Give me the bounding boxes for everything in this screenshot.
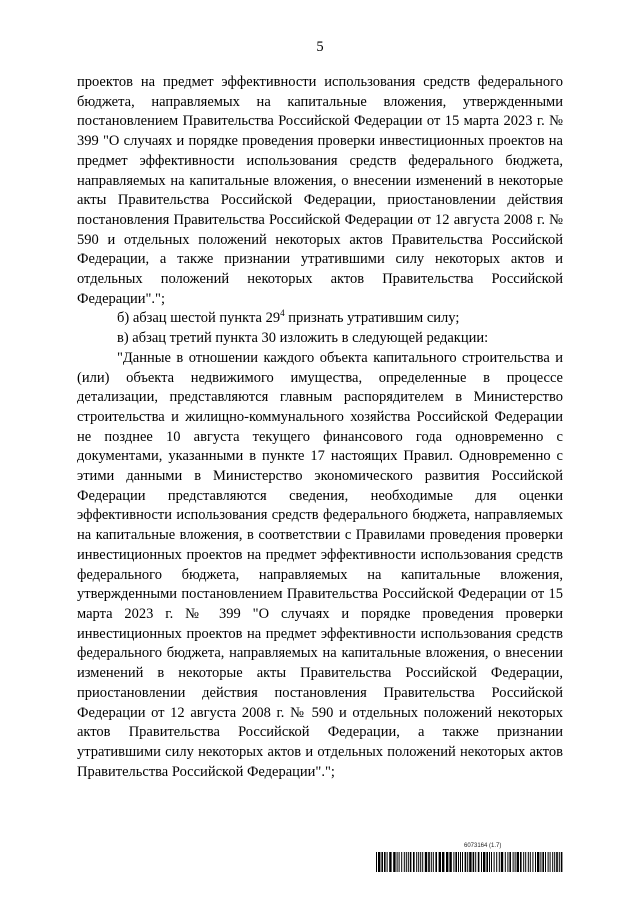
paragraph-item-b — [77, 309, 563, 329]
paragraph-quoted-text: "Данные в отношении каждого объекта капитального строительства и (или) объекта недвижимого имущества, определенные в процессе детализации, представляются главным распорядителем в Министерство строительства и жилищно-коммунального хозяйства Российской Федерации не позднее 10 августа текущего финансового года одновременно с документами, указанными в пункте 17 настоящих Правил. Одновременно с этими данными в Министерство экономического развития Российской Федерации представляются сведения, необходимые для оценки эффективности использования средств федерального бюджета, направляемых на капитальные вложения, в соответствии с Правилами проведения проверки инвестиционных проектов на предмет эффективности использования средств федерального бюджета, направляемых на капитальные вложения, утвержденными постановлением Правительства Российской Федерации от 15 марта 2023 г. № 399 "О случаях и порядке проведения проверки инвестиционных проектов на предмет эффективности использования средств федерального бюджета, направляемых на капитальные вложения, о внесении изменений в некоторые акты Правительства Российской Федерации, приостановлении действия постановления Правительства Российской Федерации от 12 августа 2008 г. № 590 и отдельных положений некоторых актов Правительства Российской Федерации, а также признании утратившими силу некоторых актов и отдельных положений некоторых актов Правительства Российской Федерации"."; — [77, 349, 563, 780]
barcode-icon — [376, 852, 564, 872]
item-b-superscript: 4 — [280, 308, 285, 319]
item-b-text-end: признать утратившим силу; — [284, 310, 460, 327]
document-body — [77, 73, 563, 782]
page-number: 5 — [316, 39, 324, 55]
barcode-code: 6073164 (1.7) — [464, 843, 502, 849]
item-b-text-start: б) абзац шестой пункта 29 — [117, 310, 281, 327]
paragraph-item-v: в) абзац третий пункта 30 изложить в следующей редакции: — [117, 330, 489, 347]
paragraph-continuation: проектов на предмет эффективности использования средств федерального бюджета, направляемых на капитальные вложения, утвержденными постановлением Правительства Российской Федерации от 15 марта 2023 г. № 399 "О случаях и порядке проведения проверки инвестиционных проектов на предмет эффективности использования средств федерального бюджета, направляемых на капитальные вложения, о внесении изменений в некоторые акты Правительства Российской Федерации, приостановлении действия постановления Правительства Российской Федерации от 12 августа 2008 г. № 590 и отдельных положений некоторых актов Правительства Российской Федерации, а также признании утратившими силу некоторых актов и отдельных положений некоторых актов Правительства Российской Федерации"."; — [77, 74, 563, 307]
